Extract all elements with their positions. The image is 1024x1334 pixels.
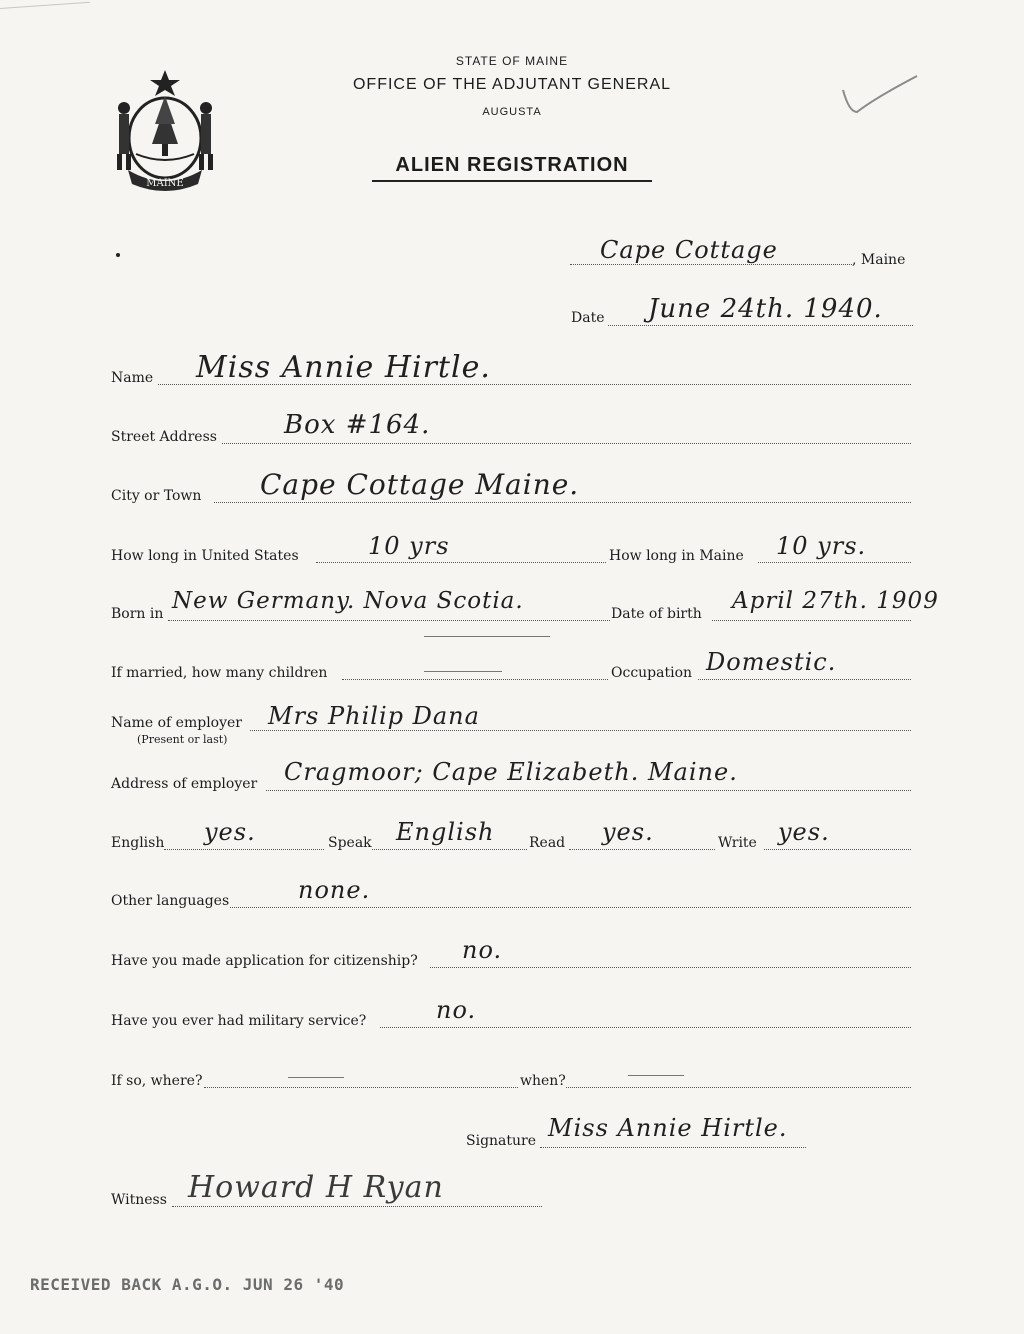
other-languages-label: Other languages — [111, 893, 230, 909]
seal-label: MAINE — [146, 178, 184, 189]
citizenship-dots — [430, 967, 911, 968]
witness-label: Witness — [111, 1192, 167, 1208]
header-office: OFFICE OF THE ADJUTANT GENERAL — [352, 76, 672, 93]
maine-duration-value: 10 yrs. — [776, 532, 867, 560]
english-label: English — [111, 835, 165, 851]
occupation-value: Domestic. — [706, 648, 837, 676]
checkmark-icon — [835, 72, 925, 120]
witness-dots — [172, 1206, 542, 1207]
born-dots — [168, 620, 610, 621]
location-suffix: , Maine — [852, 252, 906, 268]
where-dots — [204, 1087, 518, 1088]
us-duration-value: 10 yrs — [368, 532, 450, 560]
us-duration-dots — [316, 562, 606, 563]
header-state: STATE OF MAINE — [455, 54, 569, 68]
speak-value: English — [396, 818, 495, 846]
street-dots — [222, 443, 911, 444]
city-dots — [214, 502, 911, 503]
where-dash — [288, 1077, 344, 1078]
born-label: Born in — [111, 606, 164, 622]
margin-dot — [116, 253, 120, 257]
date-dots — [608, 325, 913, 326]
military-value: no. — [436, 996, 477, 1024]
citizenship-value: no. — [462, 936, 503, 964]
write-label: Write — [718, 835, 757, 851]
dob-label: Date of birth — [611, 606, 702, 622]
military-dots — [380, 1027, 911, 1028]
when-dots — [566, 1087, 911, 1088]
employer-address-dots — [266, 790, 911, 791]
other-languages-value: none. — [298, 876, 371, 904]
street-label: Street Address — [111, 429, 217, 445]
street-value: Box #164. — [284, 410, 431, 440]
received-stamp: RECEIVED BACK A.G.O. JUN 26 '40 — [30, 1275, 345, 1294]
city-label: City or Town — [111, 488, 202, 504]
employer-dots — [250, 730, 911, 731]
folded-corner — [0, 0, 90, 9]
children-dots — [342, 679, 608, 680]
children-label: If married, how many children — [111, 665, 328, 681]
write-value: yes. — [778, 818, 830, 846]
other-languages-dots — [230, 907, 911, 908]
location-dots — [570, 264, 852, 265]
employer-sublabel: (Present or last) — [137, 733, 228, 746]
city-value: Cape Cottage Maine. — [260, 468, 580, 501]
speak-label: Speak — [328, 835, 372, 851]
dob-dots — [712, 620, 911, 621]
form-title: ALIEN REGISTRATION — [395, 154, 629, 176]
maine-duration-dots — [758, 562, 911, 563]
title-underline — [372, 180, 652, 182]
signature-label: Signature — [466, 1133, 537, 1149]
english-dots — [164, 849, 324, 850]
read-value: yes. — [602, 818, 654, 846]
name-value: Miss Annie Hirtle. — [196, 350, 491, 385]
date-value: June 24th. 1940. — [648, 294, 883, 324]
location-value: Cape Cottage — [600, 236, 778, 264]
name-label: Name — [111, 370, 154, 386]
employer-address-label: Address of employer — [111, 776, 258, 792]
born-underline — [424, 636, 550, 637]
signature-value: Miss Annie Hirtle. — [548, 1114, 788, 1142]
born-value: New Germany. Nova Scotia. — [172, 588, 524, 614]
employer-value: Mrs Philip Dana — [268, 702, 480, 730]
employer-address-value: Cragmoor; Cape Elizabeth. Maine. — [284, 758, 738, 786]
occupation-label: Occupation — [611, 665, 693, 681]
children-dash — [424, 671, 502, 672]
us-duration-label: How long in United States — [111, 548, 299, 564]
header-city: AUGUSTA — [482, 106, 542, 118]
military-label: Have you ever had military service? — [111, 1013, 367, 1029]
maine-duration-label: How long in Maine — [609, 548, 744, 564]
occupation-dots — [698, 679, 911, 680]
where-label: If so, where? — [111, 1073, 203, 1089]
date-label: Date — [571, 310, 605, 326]
employer-label: Name of employer — [111, 715, 242, 731]
witness-value: Howard H Ryan — [188, 1170, 444, 1205]
when-label: when? — [520, 1073, 566, 1089]
signature-dots — [540, 1147, 806, 1148]
read-label: Read — [529, 835, 566, 851]
english-value: yes. — [204, 818, 256, 846]
dob-value: April 27th. 1909 — [732, 588, 939, 614]
speak-dots — [372, 849, 527, 850]
when-dash — [628, 1075, 684, 1076]
write-dots — [764, 849, 911, 850]
citizenship-label: Have you made application for citizenship? — [111, 953, 418, 969]
read-dots — [569, 849, 715, 850]
